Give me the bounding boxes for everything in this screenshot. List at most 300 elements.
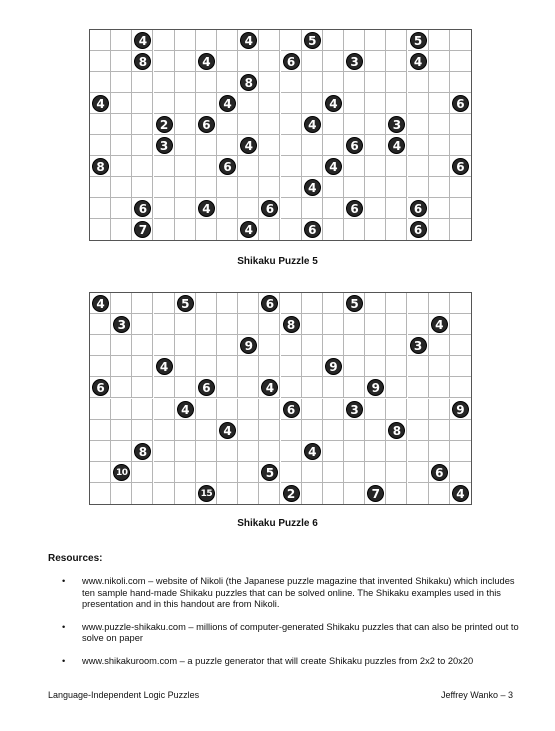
grid-cell (132, 72, 153, 93)
grid-cell (259, 93, 280, 114)
grid-cell (429, 177, 450, 198)
grid-cell (259, 177, 280, 198)
grid-cell (323, 219, 344, 240)
grid-cell (450, 30, 471, 51)
grid-cell (238, 93, 259, 114)
grid-cell (450, 198, 471, 219)
grid-cell (132, 335, 153, 356)
grid-cell (429, 219, 450, 240)
grid-cell (281, 114, 302, 135)
grid-cell (132, 135, 153, 156)
grid-cell (429, 483, 450, 504)
grid-cell (238, 293, 259, 314)
grid-cell (175, 72, 196, 93)
grid-cell (154, 177, 175, 198)
grid-cell (323, 51, 344, 72)
grid-cell (281, 156, 302, 177)
grid-cell (365, 399, 386, 420)
grid-cell (196, 293, 217, 314)
grid-cell (408, 293, 429, 314)
clue-number: 6 (410, 200, 427, 217)
grid-cell (344, 156, 365, 177)
grid-cell (429, 335, 450, 356)
grid-cell (408, 314, 429, 335)
grid-cell (344, 72, 365, 93)
grid-cell (344, 335, 365, 356)
clue-number: 8 (283, 316, 300, 333)
grid-cell (238, 399, 259, 420)
grid-cell (365, 335, 386, 356)
clue-number: 5 (304, 32, 321, 49)
grid-cell (450, 114, 471, 135)
grid-cell (281, 219, 302, 240)
puzzle-6-caption: Shikaku Puzzle 6 (237, 518, 318, 529)
grid-cell (154, 377, 175, 398)
grid-cell (429, 399, 450, 420)
bullet-icon: • (62, 576, 66, 586)
grid-cell (175, 114, 196, 135)
grid-cell (132, 177, 153, 198)
grid-cell (217, 114, 238, 135)
grid-cell (386, 156, 407, 177)
grid-cell (429, 293, 450, 314)
clue-number: 8 (240, 74, 257, 91)
grid-cell (344, 420, 365, 441)
grid-cell (408, 177, 429, 198)
grid-cell (344, 377, 365, 398)
resources-heading: Resources: (48, 553, 103, 564)
grid-cell (365, 135, 386, 156)
grid-cell (196, 462, 217, 483)
grid-cell (386, 72, 407, 93)
grid-cell (344, 93, 365, 114)
grid-cell (111, 293, 132, 314)
grid-cell (365, 198, 386, 219)
grid-cell (365, 314, 386, 335)
clue-number: 4 (92, 295, 109, 312)
grid-cell (217, 30, 238, 51)
clue-number: 8 (92, 158, 109, 175)
grid-cell (238, 156, 259, 177)
grid-cell (281, 441, 302, 462)
grid-cell (429, 420, 450, 441)
clue-number: 8 (388, 422, 405, 439)
clue-number: 4 (304, 443, 321, 460)
puzzle-5-caption: Shikaku Puzzle 5 (237, 256, 318, 267)
grid-cell (154, 441, 175, 462)
clue-number: 4 (452, 485, 469, 502)
grid-cell (196, 177, 217, 198)
grid-cell (175, 462, 196, 483)
grid-cell (238, 356, 259, 377)
grid-cell (154, 335, 175, 356)
resource-item (62, 656, 522, 668)
grid-cell (365, 219, 386, 240)
grid-cell (344, 114, 365, 135)
grid-cell (217, 198, 238, 219)
grid-cell (196, 314, 217, 335)
grid-cell (302, 93, 323, 114)
grid-cell (175, 420, 196, 441)
grid-cell (365, 30, 386, 51)
grid-cell (175, 441, 196, 462)
grid-cell (238, 198, 259, 219)
grid-cell (323, 462, 344, 483)
grid-cell (344, 177, 365, 198)
grid-cell (450, 314, 471, 335)
grid-cell (429, 72, 450, 93)
clue-number: 7 (367, 485, 384, 502)
grid-cell (154, 399, 175, 420)
grid-cell (196, 30, 217, 51)
resource-text: www.shikakuroom.com – a puzzle generator that will create Shikaku puzzles from 2x2 to 20x20 (82, 655, 474, 666)
grid-cell (281, 30, 302, 51)
grid-cell (302, 335, 323, 356)
grid-cell (111, 114, 132, 135)
grid-cell (175, 177, 196, 198)
clue-number: 4 (388, 137, 405, 154)
grid-cell (175, 93, 196, 114)
grid-cell (238, 377, 259, 398)
grid-cell (175, 335, 196, 356)
grid-cell (175, 51, 196, 72)
grid-cell (111, 441, 132, 462)
bullet-icon: • (62, 621, 66, 632)
grid-cell (111, 135, 132, 156)
grid-cell (450, 462, 471, 483)
clue-number: 6 (261, 200, 278, 217)
grid-cell (196, 93, 217, 114)
grid-cell (281, 356, 302, 377)
grid-cell (217, 72, 238, 93)
grid-cell (386, 293, 407, 314)
clue-number: 8 (134, 443, 151, 460)
grid-cell (323, 483, 344, 504)
grid-cell (217, 462, 238, 483)
grid-cell (323, 377, 344, 398)
clue-number: 5 (177, 295, 194, 312)
grid-cell (302, 356, 323, 377)
grid-cell (450, 293, 471, 314)
grid-cell (90, 483, 111, 504)
grid-cell (175, 356, 196, 377)
grid-cell (302, 51, 323, 72)
grid-cell (111, 356, 132, 377)
grid-cell (196, 335, 217, 356)
grid-cell (154, 72, 175, 93)
clue-number: 6 (283, 401, 300, 418)
grid-cell (154, 420, 175, 441)
grid-cell (408, 156, 429, 177)
grid-cell (111, 30, 132, 51)
grid-cell (111, 51, 132, 72)
grid-cell (238, 177, 259, 198)
clue-number: 3 (156, 137, 173, 154)
grid-cell (217, 135, 238, 156)
grid-cell (302, 72, 323, 93)
grid-cell (259, 335, 280, 356)
grid-cell (217, 335, 238, 356)
grid-cell (175, 377, 196, 398)
grid-cell (408, 356, 429, 377)
grid-cell (281, 198, 302, 219)
grid-cell (386, 219, 407, 240)
grid-cell (132, 93, 153, 114)
clue-number: 2 (283, 485, 300, 502)
clue-number: 9 (367, 379, 384, 396)
grid-cell (365, 177, 386, 198)
grid-cell (259, 114, 280, 135)
grid-cell (302, 420, 323, 441)
grid-cell (302, 462, 323, 483)
grid-cell (365, 462, 386, 483)
grid-cell (154, 293, 175, 314)
grid-cell (450, 441, 471, 462)
clue-number: 6 (219, 158, 236, 175)
grid-cell (323, 30, 344, 51)
clue-number: 3 (113, 316, 130, 333)
grid-cell (365, 356, 386, 377)
grid-cell (238, 51, 259, 72)
grid-cell (111, 483, 132, 504)
grid-cell (196, 441, 217, 462)
clue-number: 4 (304, 179, 321, 196)
grid-cell (386, 483, 407, 504)
grid-cell (259, 219, 280, 240)
grid-cell (90, 114, 111, 135)
grid-cell (217, 51, 238, 72)
grid-cell (365, 114, 386, 135)
clue-number: 7 (134, 221, 151, 238)
grid-cell (323, 293, 344, 314)
grid-cell (323, 72, 344, 93)
grid-cell (323, 335, 344, 356)
clue-number: 6 (261, 295, 278, 312)
grid-cell (90, 198, 111, 219)
grid-cell (323, 420, 344, 441)
clue-number: 5 (410, 32, 427, 49)
clue-number: 5 (261, 464, 278, 481)
grid-cell (90, 135, 111, 156)
grid-cell (238, 462, 259, 483)
grid-cell (429, 30, 450, 51)
grid-cell (90, 314, 111, 335)
shikaku-puzzle-6-grid (89, 292, 472, 505)
clue-number: 6 (346, 200, 363, 217)
grid-cell (408, 93, 429, 114)
grid-cell (154, 198, 175, 219)
clue-number: 6 (431, 464, 448, 481)
grid-cell (132, 293, 153, 314)
grid-cell (365, 51, 386, 72)
grid-cell (365, 293, 386, 314)
grid-cell (90, 219, 111, 240)
clue-number: 6 (198, 116, 215, 133)
grid-cell (386, 177, 407, 198)
grid-cell (196, 219, 217, 240)
grid-cell (281, 135, 302, 156)
grid-cell (196, 356, 217, 377)
grid-cell (175, 198, 196, 219)
grid-cell (90, 356, 111, 377)
grid-cell (111, 177, 132, 198)
grid-cell (386, 462, 407, 483)
grid-cell (344, 356, 365, 377)
grid-cell (408, 114, 429, 135)
grid-cell (259, 156, 280, 177)
grid-cell (238, 441, 259, 462)
shikaku-puzzle-5-grid (89, 29, 472, 241)
grid-cell (386, 356, 407, 377)
grid-cell (365, 93, 386, 114)
grid-cell (217, 441, 238, 462)
grid-cell (408, 135, 429, 156)
grid-cell (281, 420, 302, 441)
grid-cell (429, 198, 450, 219)
clue-number: 6 (452, 95, 469, 112)
grid-cell (154, 483, 175, 504)
clue-number: 4 (92, 95, 109, 112)
grid-cell (344, 483, 365, 504)
clue-number: 6 (283, 53, 300, 70)
clue-number: 3 (346, 53, 363, 70)
grid-cell (344, 462, 365, 483)
grid-cell (344, 441, 365, 462)
grid-cell (408, 399, 429, 420)
grid-cell (408, 441, 429, 462)
footer-left: Language-Independent Logic Puzzles (48, 690, 200, 700)
grid-cell (281, 335, 302, 356)
grid-cell (386, 441, 407, 462)
grid-cell (154, 219, 175, 240)
clue-number: 9 (240, 337, 257, 354)
grid-cell (302, 483, 323, 504)
grid-cell (90, 30, 111, 51)
grid-cell (429, 93, 450, 114)
grid-cell (154, 156, 175, 177)
grid-cell (408, 420, 429, 441)
grid-cell (429, 156, 450, 177)
grid-cell (132, 377, 153, 398)
grid-cell (132, 114, 153, 135)
clue-number: 15 (198, 485, 215, 502)
clue-number: 4 (198, 200, 215, 217)
grid-cell (111, 335, 132, 356)
grid-cell (196, 156, 217, 177)
grid-cell (259, 399, 280, 420)
clue-number: 6 (304, 221, 321, 238)
grid-cell (450, 335, 471, 356)
grid-cell (132, 399, 153, 420)
grid-cell (302, 314, 323, 335)
grid-cell (111, 420, 132, 441)
grid-cell (281, 293, 302, 314)
grid-cell (238, 314, 259, 335)
grid-cell (281, 72, 302, 93)
grid-cell (365, 441, 386, 462)
grid-cell (450, 51, 471, 72)
grid-cell (302, 399, 323, 420)
grid-cell (132, 314, 153, 335)
clue-number: 6 (134, 200, 151, 217)
clue-number: 3 (388, 116, 405, 133)
grid-cell (450, 219, 471, 240)
clue-number: 4 (177, 401, 194, 418)
grid-cell (365, 420, 386, 441)
grid-cell (175, 219, 196, 240)
clue-number: 4 (219, 422, 236, 439)
grid-cell (281, 377, 302, 398)
grid-cell (429, 114, 450, 135)
grid-cell (281, 93, 302, 114)
grid-cell (111, 399, 132, 420)
grid-cell (111, 198, 132, 219)
grid-cell (90, 335, 111, 356)
grid-cell (217, 377, 238, 398)
grid-cell (323, 314, 344, 335)
grid-cell (344, 314, 365, 335)
grid-cell (175, 30, 196, 51)
grid-cell (365, 156, 386, 177)
grid-cell (429, 356, 450, 377)
grid-cell (386, 198, 407, 219)
clue-number: 6 (346, 137, 363, 154)
grid-cell (344, 30, 365, 51)
grid-cell (365, 72, 386, 93)
grid-cell (386, 30, 407, 51)
grid-cell (450, 72, 471, 93)
grid-cell (111, 377, 132, 398)
grid-cell (408, 483, 429, 504)
grid-cell (386, 399, 407, 420)
grid-cell (408, 72, 429, 93)
grid-cell (450, 177, 471, 198)
clue-number: 4 (304, 116, 321, 133)
grid-cell (217, 219, 238, 240)
resource-item (62, 622, 522, 645)
bullet-icon: • (62, 655, 66, 666)
grid-cell (259, 51, 280, 72)
grid-cell (302, 135, 323, 156)
grid-cell (90, 51, 111, 72)
grid-cell (132, 420, 153, 441)
grid-cell (323, 114, 344, 135)
grid-cell (450, 356, 471, 377)
grid-cell (111, 219, 132, 240)
clue-number: 4 (240, 32, 257, 49)
clue-number: 4 (134, 32, 151, 49)
grid-cell (90, 441, 111, 462)
grid-cell (450, 377, 471, 398)
clue-number: 10 (113, 464, 130, 481)
clue-number: 2 (156, 116, 173, 133)
clue-number: 6 (452, 158, 469, 175)
grid-cell (429, 51, 450, 72)
clue-number: 4 (240, 137, 257, 154)
grid-cell (217, 356, 238, 377)
grid-cell (323, 177, 344, 198)
clue-number: 6 (410, 221, 427, 238)
clue-number: 4 (156, 358, 173, 375)
grid-cell (196, 399, 217, 420)
grid-cell (90, 420, 111, 441)
resources-list (62, 576, 522, 667)
grid-cell (386, 335, 407, 356)
grid-cell (408, 462, 429, 483)
grid-cell (90, 399, 111, 420)
grid-cell (217, 399, 238, 420)
grid-cell (90, 177, 111, 198)
